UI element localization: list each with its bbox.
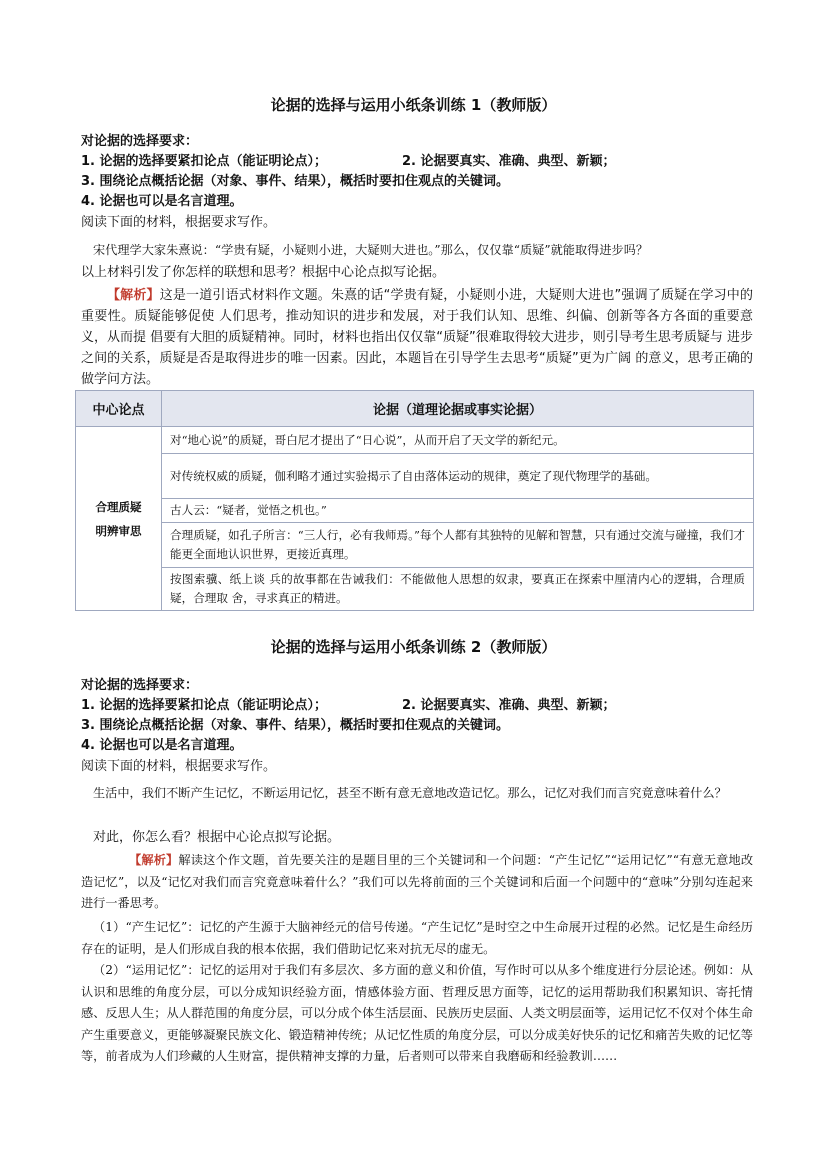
section2-analysis xyxy=(81,850,753,915)
instruction: 阅读下面的材料，根据要求写作。 xyxy=(81,759,277,774)
analysis-tag: 【解析】 xyxy=(107,288,160,303)
evidence-row: 按图索骥、纸上谈 兵的故事都在告诫我们：不能做他人思想的奴隶，要真正在探索中厘清内心的逻辑，合理质疑，合理取 舍，寻求真正的精进。 xyxy=(162,568,754,611)
section2-point-1: （1）“产生记忆”：记忆的产生源于大脑神经元的信号传递。“产生记忆”是时空之中生命展开过程的必然。记忆是生命经历存在的证明，是人们形成自我的根本依据，我们借助记忆来对抗无尽的虚无。 xyxy=(81,920,753,956)
requirement-2: 2. 论据要真实、准确、典型、新颖； xyxy=(402,698,616,713)
requirement-1: 1. 论据的选择要紧扣论点（能证明论点）； xyxy=(81,154,328,169)
instruction: 阅读下面的材料，根据要求写作。 xyxy=(81,215,277,230)
requirements-heading: 对论据的选择要求： xyxy=(81,134,199,149)
analysis-text: 这是一道引语式材料作文题。朱熹的话“学贵有疑，小疑则小进，大疑则大进也”强调了质疑在学习中的重要性。质疑能够促使 人们思考，推动知识的进步和发展，对于我们认知、思维、纠偏、创新等各方各面的重要意义，从而提 倡要有大胆的质疑精神。同时，材料也指出仅仅靠“质疑”很难取得较大进步，则引导考生思考质疑与 进步之间的关系，质疑是否是取得进步的唯一因素。因此，本题旨在引导学生去思考“质疑”更为广阔 的意义，思考正确的做学问方法。 xyxy=(81,288,753,387)
evidence-row: 对传统权威的质疑，伽利略才通过实验揭示了自由落体运动的规律，奠定了现代物理学的基础。 xyxy=(162,454,754,499)
section2-material: 生活中，我们不断产生记忆，不断运用记忆，甚至不断有意无意地改造记忆。那么，记忆对我们而言究竟意味着什么？ xyxy=(93,786,727,800)
evidence-row: 古人云：“疑者，觉悟之机也。” xyxy=(162,499,754,523)
section2-question: 对此，你怎么看？根据中心论点拟写论据。 xyxy=(93,830,341,845)
requirement-1: 1. 论据的选择要紧扣论点（能证明论点）； xyxy=(81,698,328,713)
section1-requirements xyxy=(81,132,753,233)
requirements-row-1 xyxy=(81,696,753,716)
requirement-2: 2. 论据要真实、准确、典型、新颖； xyxy=(402,154,616,169)
section2-title: 论据的选择与运用小纸条训练 2（教师版） xyxy=(270,638,557,656)
evidence-row: 对“地心说”的质疑，哥白尼才提出了“日心说”，从而开启了天文学的新纪元。 xyxy=(162,427,754,454)
evidence-table xyxy=(75,390,754,611)
requirement-3: 3. 围绕论点概括论据（对象、事件、结果），概括时要扣住观点的关键词。 xyxy=(81,718,510,733)
evidence-row: 合理质疑，如孔子所言：“三人行，必有我师焉。”每个人都有其独特的见解和智慧，只有通过交流与碰撞，我们才能更全面地认识世界，更接近真理。 xyxy=(162,523,754,568)
requirement-4: 4. 论据也可以是名言道理。 xyxy=(81,738,243,753)
section2-requirements xyxy=(81,676,753,777)
thesis-line-2: 明辨审思 xyxy=(95,523,142,538)
analysis-tag: 【解析】 xyxy=(129,853,179,867)
analysis-text: 解读这个作文题，首先要关注的是题目里的三个关键词和一个问题：“产生记忆”“运用记忆”“有意无意地改造记忆”，以及“记忆对我们而言究竟意味着什么？”我们可以先将前面的三个关键词和后面一个问题中的“意味”分别勾连起来进行一番思考。 xyxy=(81,853,754,910)
section1-question: 以上材料引发了你怎样的联想和思考？根据中心论点拟写论据。 xyxy=(81,265,446,280)
section1-material: 宋代理学大家朱熹说：“学贵有疑，小疑则小进，大疑则大进也。”那么，仅仅靠“质疑”就能取得进步吗？ xyxy=(93,243,649,257)
table-header-thesis: 中心论点 xyxy=(76,391,162,427)
thesis-line-1: 合理质疑 xyxy=(95,499,142,514)
section1-title: 论据的选择与运用小纸条训练 1（教师版） xyxy=(270,96,557,114)
requirement-3: 3. 围绕论点概括论据（对象、事件、结果），概括时要扣住观点的关键词。 xyxy=(81,174,510,189)
requirements-heading: 对论据的选择要求： xyxy=(81,678,199,693)
table-header-evidence: 论据（道理论据或事实论据） xyxy=(162,391,754,427)
section1-analysis xyxy=(81,285,753,390)
requirement-4: 4. 论据也可以是名言道理。 xyxy=(81,194,243,209)
requirements-row-1 xyxy=(81,152,753,172)
thesis-cell xyxy=(76,427,162,611)
section2-point-2: （2）“运用记忆”：记忆的运用对于我们有多层次、多方面的意义和价值，写作时可以从多个维度进行分层论述。例如：从认识和思维的角度分层，可以分成知识经验方面，情感体验方面、哲理反思方面等，记忆的运用帮助我们积累知识、寄托情感、反思人生；从人群范围的角度分层，可以分成个体生活层面、民族历史层面、人类文明层面等，运用记忆不仅对个体生命产生重要意义，更能够凝聚民族文化、锻造精神传统；从记忆性质的角度分层，可以分成美好快乐的记忆和痛苦失败的记忆等等，前者成为人们珍藏的人生财富，提供精神支撑的力量，后者则可以带来自我磨砺和经验教训…… xyxy=(81,963,753,1063)
